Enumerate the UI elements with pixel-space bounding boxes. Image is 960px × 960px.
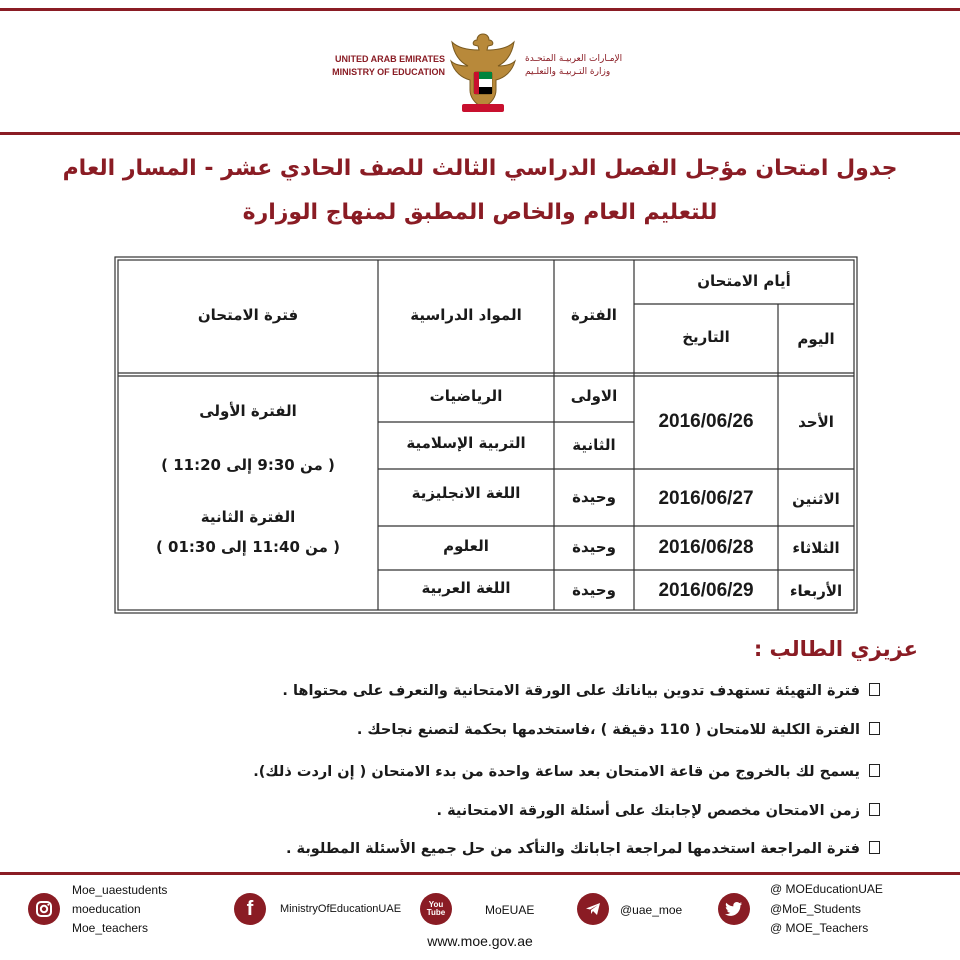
facebook-handle[interactable]: MinistryOfEducationUAE bbox=[280, 903, 402, 915]
date-cell: 2016/06/28 bbox=[658, 537, 754, 558]
note-item bbox=[253, 764, 880, 780]
header-rule bbox=[0, 132, 960, 135]
telegram-handle[interactable]: @uae_moe bbox=[620, 903, 683, 917]
checkbox-icon bbox=[869, 803, 880, 816]
date-cell: 2016/06/27 bbox=[658, 488, 754, 509]
note-text: يسمح لك بالخروج من قاعة الامتحان بعد ساعة واحدة من بدء الامتحان ( إن اردت ذلك). bbox=[253, 764, 860, 780]
note-item bbox=[286, 841, 880, 857]
session-cell: الثانية bbox=[572, 436, 616, 454]
subject-cell: اللغة العربية bbox=[421, 579, 511, 597]
page-title-line2: للتعليم العام والخاص المطبق لمنهاج الوزارة bbox=[242, 200, 718, 225]
exam-schedule-table bbox=[114, 256, 858, 614]
second-period-label: الفترة الثانية bbox=[200, 508, 296, 526]
page-title-line1: جدول امتحان مؤجل الفصل الدراسي الثالث للصف الحادي عشر - المسار العام bbox=[62, 156, 898, 181]
youtube-handle[interactable]: MoEUAE bbox=[485, 903, 535, 917]
telegram-icon[interactable] bbox=[577, 893, 609, 925]
header-en-country: UNITED ARAB EMIRATES bbox=[335, 54, 445, 64]
header-day: اليوم bbox=[797, 330, 835, 348]
uae-emblem-icon bbox=[448, 28, 518, 116]
instagram-handle[interactable]: moeducation bbox=[72, 902, 141, 916]
note-text: فترة المراجعة استخدمها لمراجعة اجاباتك والتأكد من حل جميع الأسئلة المطلوبة . bbox=[285, 841, 860, 857]
twitter-icon[interactable] bbox=[718, 893, 750, 925]
instagram-handle[interactable]: Moe_uaestudents bbox=[72, 883, 168, 897]
note-text: زمن الامتحان مخصص لإجابتك على أسئلة الورقة الامتحانية . bbox=[436, 803, 860, 819]
website-link[interactable]: www.moe.gov.ae bbox=[427, 933, 533, 949]
top-rule bbox=[0, 8, 960, 11]
header-days-group: أيام الامتحان bbox=[697, 272, 791, 290]
subject-cell: العلوم bbox=[443, 537, 489, 555]
checkbox-icon bbox=[869, 841, 880, 854]
session-cell: وحيدة bbox=[572, 581, 616, 599]
header-en-ministry: MINISTRY OF EDUCATION bbox=[332, 67, 445, 77]
day-cell: الاثنين bbox=[792, 490, 840, 508]
subject-cell: الرياضيات bbox=[429, 387, 503, 405]
session-cell: الاولى bbox=[570, 387, 618, 405]
notes-title: عزيزي الطالب : bbox=[753, 637, 918, 661]
checkbox-icon bbox=[869, 722, 880, 735]
day-cell: الأحد bbox=[798, 413, 834, 431]
header-ar-ministry: وزارة التـربيـة والتعلـيم bbox=[525, 67, 611, 77]
youtube-icon[interactable] bbox=[420, 893, 452, 925]
note-item bbox=[437, 803, 880, 819]
footer-rule bbox=[0, 872, 960, 875]
second-period-time: ( من 11:40 إلى 01:30 ) bbox=[155, 538, 341, 556]
note-text: فترة التهيئة تستهدف تدوين بياناتك على الورقة الامتحانية والتعرف على محتواها . bbox=[282, 683, 860, 699]
twitter-handle[interactable]: @ MOEducationUAE bbox=[770, 882, 883, 896]
twitter-handle[interactable]: @ MOE_Teachers bbox=[770, 921, 869, 935]
date-cell: 2016/06/29 bbox=[658, 580, 754, 601]
note-text: الفترة الكلية للامتحان ( 110 دقيقة ) ،فاستخدمها بحكمة لتصنع نجاحك . bbox=[356, 722, 860, 738]
youtube-icon-text: You Tube bbox=[426, 900, 446, 917]
note-item bbox=[282, 683, 880, 699]
header-arabic bbox=[525, 53, 650, 79]
session-cell: وحيدة bbox=[572, 538, 616, 556]
facebook-icon[interactable]: f bbox=[234, 893, 266, 925]
subject-cell: اللغة الانجليزية bbox=[411, 484, 521, 502]
header-english bbox=[300, 53, 445, 79]
instagram-handle[interactable]: Moe_teachers bbox=[72, 921, 149, 935]
first-period-time: ( من 9:30 إلى 11:20 ) bbox=[161, 456, 335, 474]
day-cell: الأربعاء bbox=[789, 582, 843, 600]
date-cell: 2016/06/26 bbox=[658, 411, 754, 432]
checkbox-icon bbox=[869, 764, 880, 777]
header-date: التاريخ bbox=[682, 328, 730, 346]
twitter-handle[interactable]: @MoE_Students bbox=[770, 902, 861, 916]
subject-cell: التربية الإسلامية bbox=[406, 434, 526, 452]
instagram-icon[interactable] bbox=[28, 893, 60, 925]
header-subjects: المواد الدراسية bbox=[410, 306, 522, 324]
header-ar-country: الإمـارات العربيـة المتحـدة bbox=[525, 54, 623, 64]
day-cell: الثلاثاء bbox=[792, 539, 840, 557]
session-cell: وحيدة bbox=[572, 488, 616, 506]
header-exam-period: فترة الامتحان bbox=[197, 306, 299, 324]
first-period-label: الفترة الأولى bbox=[199, 402, 297, 420]
checkbox-icon bbox=[869, 683, 880, 696]
header-session: الفترة bbox=[571, 306, 617, 324]
note-item bbox=[357, 722, 880, 738]
